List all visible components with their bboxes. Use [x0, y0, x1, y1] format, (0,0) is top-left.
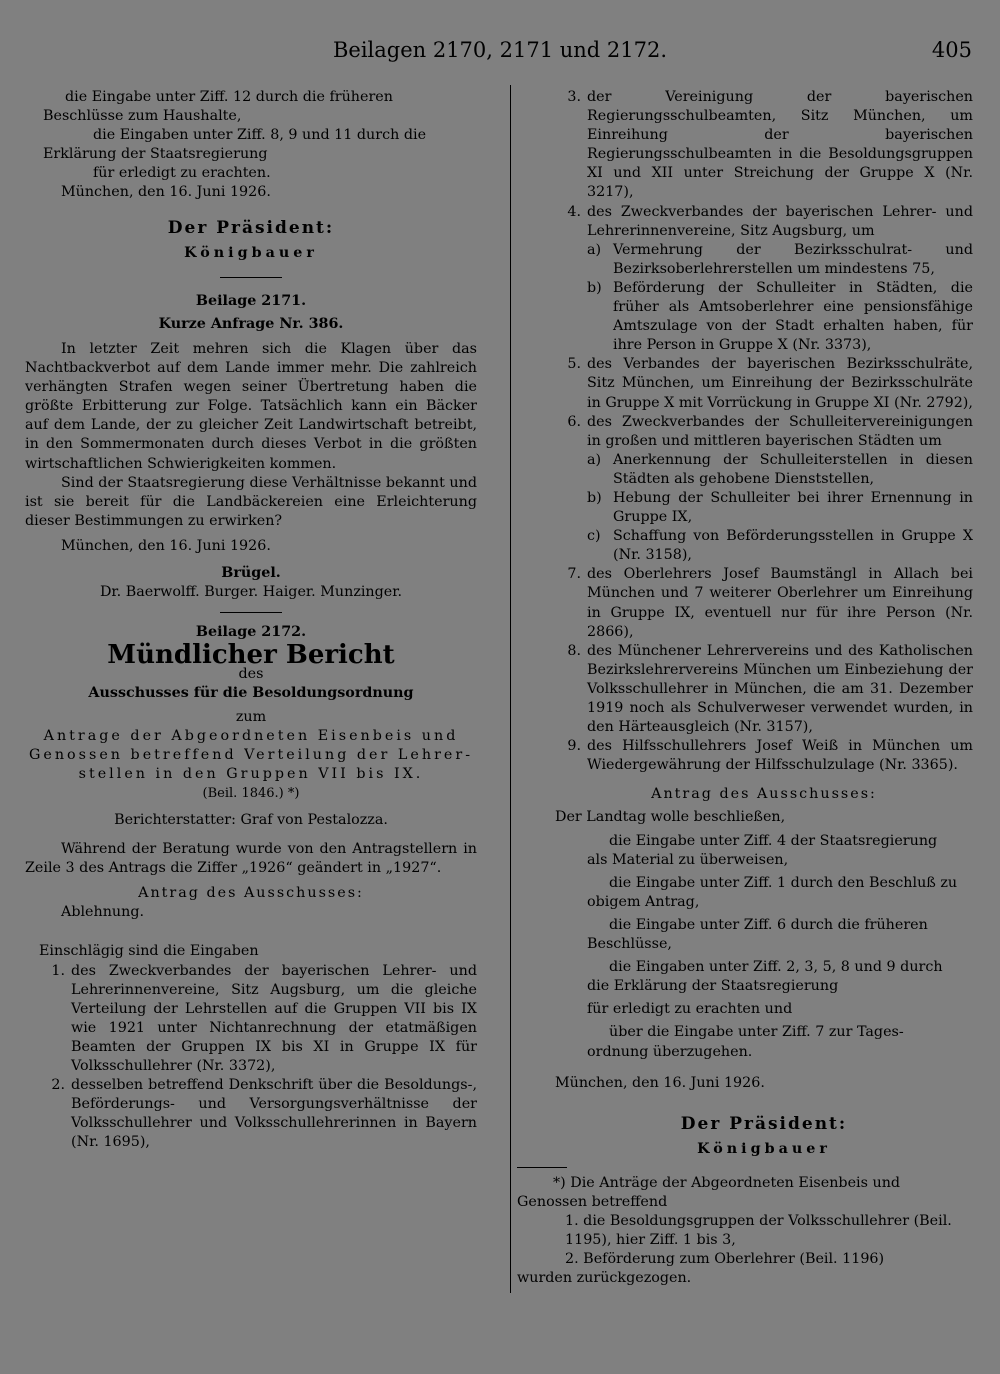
list-item: 8. des Münchener Lehrervereins und des Katholischen Bezirkslehrervereins München um Einbeziehung der Volksschullehrer in München, die am 31. Dezember 1919 noch als Schulverweser verwendet wurden, in den Härteausgleich (Nr. 3157), — [567, 642, 973, 736]
eingaben-list — [39, 962, 477, 1153]
resolution-line: als Material zu überweisen, — [587, 851, 789, 868]
left-column — [25, 88, 477, 1153]
footnote-rule — [517, 1167, 567, 1168]
beilage-2172-title: Beilage 2172. — [195, 624, 307, 641]
page-header-title: Beilagen 2170, 2171 und 2172. — [332, 38, 668, 62]
list-item: 4. des Zweckverbandes der bayerischen Lehrer- und Lehrerinnenvereine, Sitz Augsburg, um — [567, 203, 973, 239]
sub-item: b) Beförderung der Schulleiter in Städten, die früher als Amtsoberlehrer eine pensionsfähige Amtszulage von der Stadt erhalten haben, für ihre Person in Gruppe X (Nr. 3373), — [587, 279, 973, 354]
paragraph: In letzter Zeit mehren sich die Klagen über das Nachtbackverbot auf dem Lande immer mehr. Die zahlreich verhängten Strafen wegen seiner Übertretung haben die größte Erbitterung zur Folge. Tatsächlich kann ein Bäcker auf dem Lande, der zu gleicher Zeit Landwirtschaft betreibt, in den Sommermonaten durch dieses Verbot in die größten wirtschaftlichen Schwierigkeiten kommen. — [25, 340, 477, 472]
resolution-line: über die Eingabe unter Ziff. 7 zur Tages- — [609, 1024, 904, 1041]
eingaben-list-continued — [555, 355, 973, 450]
footnote-item: 2. Beförderung zum Oberlehrer (Beil. 1196) — [565, 1251, 885, 1268]
president-name: Königbauer — [697, 1140, 831, 1157]
intro-line: Beschlüsse zum Haushalte, — [43, 108, 242, 125]
intro-line: die Eingaben unter Ziff. 8, 9 und 11 durch die — [93, 127, 427, 144]
footnote — [517, 1167, 973, 1289]
resolution-line: Beschlüsse, — [587, 936, 672, 953]
resolution-line: die Erklärung der Staatsregierung — [587, 978, 839, 995]
sub-item: a) Anerkennung der Schulleiterstellen in diesen Städten als gehobene Dienststellen, — [587, 451, 973, 487]
resolution-line: die Eingabe unter Ziff. 4 der Staatsregierung — [609, 832, 938, 849]
cosigners: Dr. Baerwolff. Burger. Haiger. Munzinger. — [99, 584, 403, 601]
list-item: 9. des Hilfsschullehrers Josef Weiß in München um Wiedergewährung der Hilfsschulzulage (Nr. 3365). — [567, 738, 973, 774]
intro-line: Erklärung der Staatsregierung — [43, 146, 268, 163]
resolution-line: ordnung überzugehen. — [587, 1043, 753, 1060]
footnote-end: wurden zurückgezogen. — [517, 1270, 692, 1287]
eingaben-list-continued — [555, 565, 973, 775]
resolution-line: die Eingabe unter Ziff. 1 durch den Beschluß zu — [609, 874, 958, 891]
list-item: 6. des Zweckverbandes der Schulleitervereinigungen in großen und mittleren bayerischen Städten um — [567, 413, 973, 449]
date-line: München, den 16. Juni 1926. — [61, 184, 271, 201]
reporter: Berichterstatter: Graf von Pestalozza. — [114, 812, 388, 828]
column-divider — [510, 85, 511, 1293]
separator — [220, 612, 282, 613]
list-item: 2. desselben betreffend Denkschrift über die Besoldungs-, Beförderungs- und Versorgungsverhältnisse der Volksschullehrer und Volksschullehrerinnen in Bayern (Nr. 1695), — [51, 1077, 477, 1151]
eingaben-intro: Einschlägig sind die Eingaben — [39, 943, 259, 960]
signer: Brügel. — [221, 564, 281, 581]
paragraph: Während der Beratung wurde von den Antragstellern in Zeile 3 des Antrags die Ziffer „1926“ geändert in „1927“. — [25, 841, 477, 877]
list-item: 3. der Vereinigung der bayerischen Regierungsschulbeamten, Sitz München, um Einreihung der bayerischen Regierungsschulbeamten in die Besoldungsgruppen XI und XII unter Streichung der Gruppe X (Nr. 3217), — [567, 89, 973, 201]
beil-reference: (Beil. 1846.) *) — [202, 785, 300, 801]
antrag-title-line: stellen in den Gruppen VII bis IX. — [78, 765, 424, 782]
committee-name: Ausschusses für die Besoldungsordnung — [88, 685, 414, 702]
footnote-item: 1. die Besoldungsgruppen der Volksschullehrer (Beil. 1195), hier Ziff. 1 bis 3, — [565, 1213, 952, 1249]
beilage-2171-subtitle: Kurze Anfrage Nr. 386. — [158, 315, 344, 332]
committee-label: Antrag des Ausschusses: — [138, 885, 364, 902]
list-item: 1. des Zweckverbandes der bayerischen Lehrer- und Lehrerinnenvereine, Sitz Augsburg, um die gleiche Verteilung der Lehrstellen auf die Gruppen VII bis IX wie 1921 unter Nichtanrechnung der etatmäßigen Beamten der Gruppen IX bis XI in Gruppe IX für Volksschullehrer (Nr. 3372), — [51, 962, 477, 1075]
report-title: Mündlicher Bericht — [107, 640, 395, 671]
list-item: 7. des Oberlehrers Josef Baumstängl in Allach bei München und 7 weiterer Oberlehrer um Einreihung in Gruppe IX, eventuell nur für ihre Person (Nr. 2866), — [567, 566, 973, 640]
intro-line: die Eingabe unter Ziff. 12 durch die früheren — [65, 89, 393, 105]
list-item: 5. des Verbandes der bayerischen Bezirksschulräte, Sitz München, um Einreihung der Bezirksschulräte in Gruppe X mit Vorrückung in Gruppe XI (Nr. 2792), — [567, 356, 973, 411]
footnote-intro: *) Die Anträge der Abgeordneten Eisenbeis und Genossen betreffend — [517, 1174, 901, 1210]
connector-des: des — [238, 666, 264, 683]
sub-item: b) Hebung der Schulleiter bei ihrer Ernennung in Gruppe IX, — [587, 489, 973, 526]
president-label: Der Präsident: — [680, 1113, 848, 1134]
antrag-title-line: Genossen betreffend Verteilung der Lehrer- — [28, 746, 474, 763]
sub-item: c) Schaffung von Beförderungsstellen in Gruppe X (Nr. 3158), — [587, 528, 973, 564]
sub-item: a) Vermehrung der Bezirksschulrat- und Bezirksoberlehrerstellen um mindestens 75, — [587, 241, 973, 277]
page-number: 405 — [931, 38, 972, 62]
resolution-line: obigem Antrag, — [587, 893, 700, 910]
president-name: Königbauer — [184, 244, 318, 261]
separator — [220, 277, 282, 278]
president-label: Der Präsident: — [167, 217, 335, 238]
right-column — [517, 88, 973, 1288]
resolution-line: die Eingabe unter Ziff. 6 durch die früheren — [609, 916, 928, 933]
eingaben-list-continued — [555, 88, 973, 241]
connector-zum: zum — [235, 708, 267, 725]
landtag-line: Der Landtag wolle beschließen, — [555, 809, 786, 826]
antrag-title-line: Antrage der Abgeordneten Eisenbeis und — [43, 727, 459, 744]
committee-decision: Ablehnung. — [61, 904, 145, 921]
date-line: München, den 16. Juni 1926. — [61, 537, 271, 554]
paragraph: Sind der Staatsregierung diese Verhältnisse bekannt und ist sie bereit für die Landbäckereien eine Erleichterung dieser Bestimmungen zu erwirken? — [25, 474, 477, 529]
beilage-2171-title: Beilage 2171. — [195, 292, 307, 309]
resolution-line: für erledigt zu erachten und — [587, 1001, 793, 1018]
resolution-line: die Eingaben unter Ziff. 2, 3, 5, 8 und 9 durch — [609, 959, 943, 976]
date-line: München, den 16. Juni 1926. — [555, 1074, 765, 1091]
committee-label: Antrag des Ausschusses: — [651, 786, 877, 803]
intro-line: für erledigt zu erachten. — [93, 165, 271, 182]
